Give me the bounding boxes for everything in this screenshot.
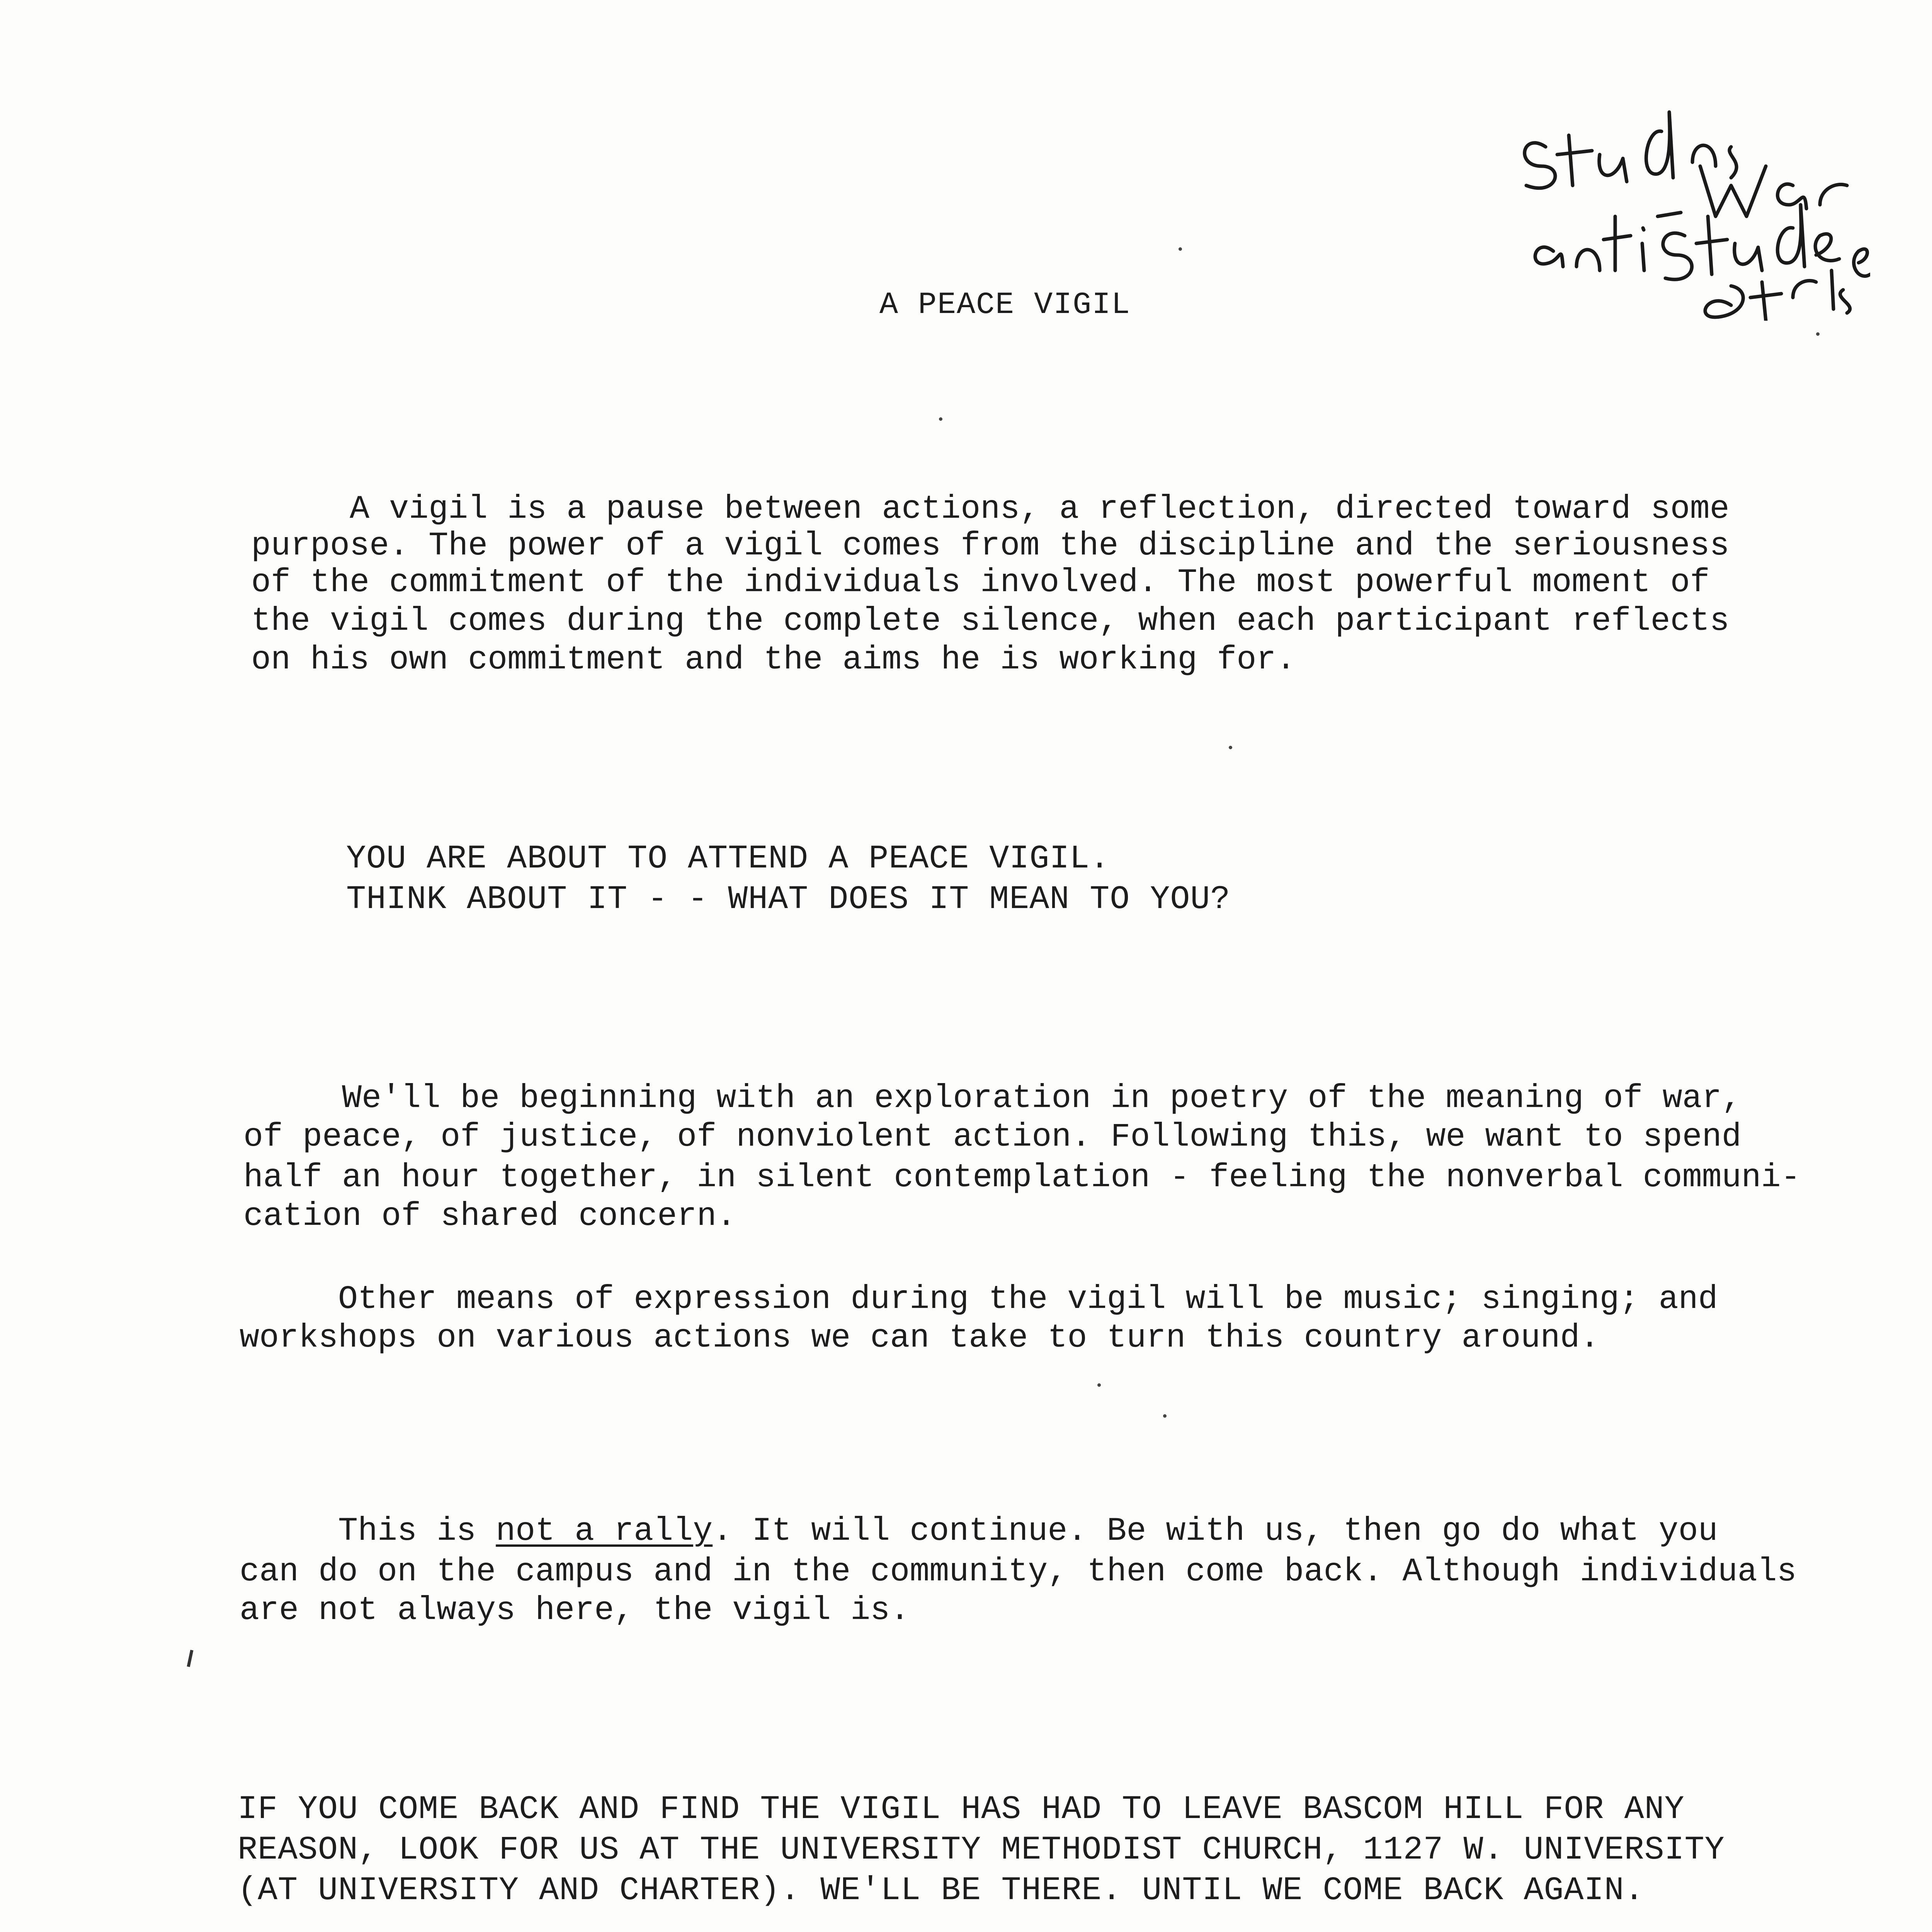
paragraph2-line-4: cation of shared concern. [243, 1197, 736, 1235]
paragraph3-line-1: Other means of expression during the vigil will be music; singing; and [240, 1281, 1718, 1318]
scan-speck [1097, 1383, 1101, 1387]
paragraph3-line-2: workshops on various actions we can take to turn this country around. [240, 1319, 1600, 1357]
paragraph1-line-3: of the commitment of the individuals involved. The most powerful moment of [251, 564, 1710, 601]
paragraph1-line-2: purpose. The power of a vigil comes from the discipline and the seriousness [251, 527, 1730, 565]
scan-speck [939, 417, 942, 421]
margin-mark [187, 1650, 194, 1667]
paragraph2-line-1: We'll be beginning with an exploration in poetry of the meaning of war, [243, 1080, 1742, 1117]
callout-line-1: YOU ARE ABOUT TO ATTEND A PEACE VIGIL. [346, 840, 1110, 878]
handwritten-annotation [1499, 89, 1870, 321]
paragraph4-line-3: are not always here, the vigil is. [240, 1592, 910, 1629]
closing-line-3: (AT UNIVERSITY AND CHARTER). WE'LL BE THERE. UNTIL WE COME BACK AGAIN. [238, 1872, 1645, 1909]
paragraph2-line-2: of peace, of justice, of nonviolent action. Following this, we want to spend [243, 1118, 1742, 1156]
paragraph2-line-3: half an hour together, in silent contemplation - feeling the nonverbal communi- [243, 1159, 1801, 1196]
page-title: A PEACE VIGIL [879, 287, 1131, 323]
scan-speck [1179, 247, 1182, 251]
scan-speck [1229, 746, 1232, 749]
paragraph1-line-4: the vigil comes during the complete silence, when each participant reflects [251, 602, 1730, 640]
paragraph4-suffix: . It will continue. Be with us, then go do what you [713, 1512, 1718, 1550]
closing-line-1: IF YOU COME BACK AND FIND THE VIGIL HAS HAD TO LEAVE BASCOM HILL FOR ANY [238, 1791, 1685, 1828]
paragraph1-line-1: A vigil is a pause between actions, a reflection, directed toward some [251, 490, 1730, 528]
paragraph4-line-2: can do on the campus and in the community, then come back. Although individuals [240, 1553, 1797, 1590]
closing-line-2: REASON, LOOK FOR US AT THE UNIVERSITY METHODIST CHURCH, 1127 W. UNIVERSITY [238, 1831, 1725, 1869]
handwriting-scribble-icon [1499, 89, 1870, 321]
paragraph1-line-5: on his own commitment and the aims he is working for. [251, 641, 1296, 679]
scan-speck [1816, 332, 1820, 336]
not-a-rally-emphasis: not a rally [496, 1512, 713, 1550]
callout-line-2: THINK ABOUT IT - - WHAT DOES IT MEAN TO YOU? [346, 881, 1231, 918]
scan-speck [1163, 1414, 1167, 1418]
paragraph4-prefix: This is [240, 1512, 496, 1550]
paragraph4-line-1 [240, 1512, 1718, 1550]
